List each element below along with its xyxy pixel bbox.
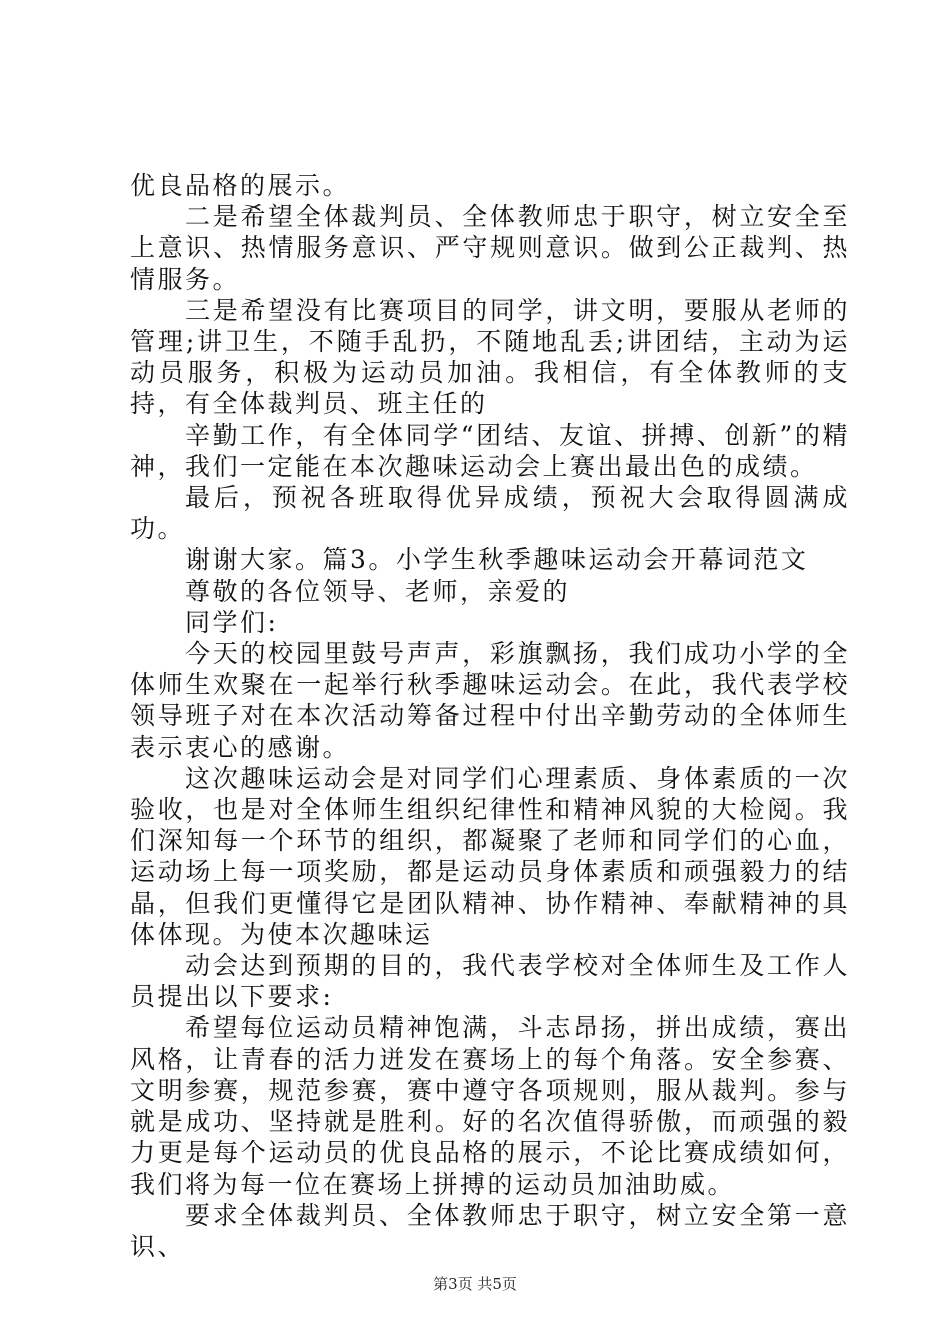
page-footer xyxy=(0,1273,950,1294)
paragraph-5: 最后，预祝各班取得优异成绩，预祝大会取得圆满成功。 xyxy=(130,483,850,544)
paragraph-10: 这次趣味运动会是对同学们心理素质、身体素质的一次验收，也是对全体师生组织纪律性和精神风貌的大检阅。我们深知每一个环节的组织，都凝聚了老师和同学们的心血，运动场上每一项奖励，都是运动员身体素质和顽强毅力的结晶，但我们更懂得它是团队精神、协作精神、奉献精神的具体体现。为使本次趣味运 xyxy=(130,763,850,949)
paragraph-2: 二是希望全体裁判员、全体教师忠于职守，树立安全至上意识、热情服务意识、严守规则意识。做到公正裁判、热情服务。 xyxy=(130,202,850,294)
paragraph-1: 优良品格的展示。 xyxy=(130,171,351,200)
paragraph-7: 尊敬的各位领导、老师，亲爱的 xyxy=(185,576,571,606)
paragraph-11: 动会达到预期的目的，我代表学校对全体师生及工作人员提出以下要求: xyxy=(130,951,850,1012)
paragraph-13: 要求全体裁判员、全体教师忠于职守，树立安全第一意识、 xyxy=(130,1200,850,1261)
paragraph-3: 三是希望没有比赛项目的同学，讲文明，要服从老师的管理;讲卫生，不随手乱扔，不随地乱丢;讲团结，主动为运动员服务，积极为运动员加油。我相信，有全体教师的支持，有全体裁判员、班主任的 xyxy=(130,295,850,419)
document-body xyxy=(130,170,850,1262)
paragraph-12: 希望每位运动员精神饱满，斗志昂扬，拼出成绩，赛出风格，让青春的活力迸发在赛场上的每个角落。安全参赛、文明参赛，规范参赛，赛中遵守各项规则，服从裁判。参与就是成功、坚持就是胜利。好的名次值得骄傲，而顽强的毅力更是每个运动员的优良品格的展示，不论比赛成绩如何，我们将为每一位在赛场上拼搏的运动员加油助威。 xyxy=(130,1013,850,1199)
paragraph-9: 今天的校园里鼓号声声，彩旗飘扬，我们成功小学的全体师生欢聚在一起举行秋季趣味运动会。在此，我代表学校领导班子对在本次活动筹备过程中付出辛勤劳动的全体师生表示衷心的感谢。 xyxy=(130,639,850,762)
paragraph-6: 谢谢大家。篇3。小学生秋季趣味运动会开幕词范文 xyxy=(185,545,809,575)
paragraph-8: 同学们: xyxy=(185,607,279,637)
page-number: 第3页 共5页 xyxy=(433,1275,517,1293)
paragraph-4: 辛勤工作，有全体同学“团结、友谊、拼搏、创新”的精神，我们一定能在本次趣味运动会上赛出最出色的成绩。 xyxy=(130,420,850,481)
